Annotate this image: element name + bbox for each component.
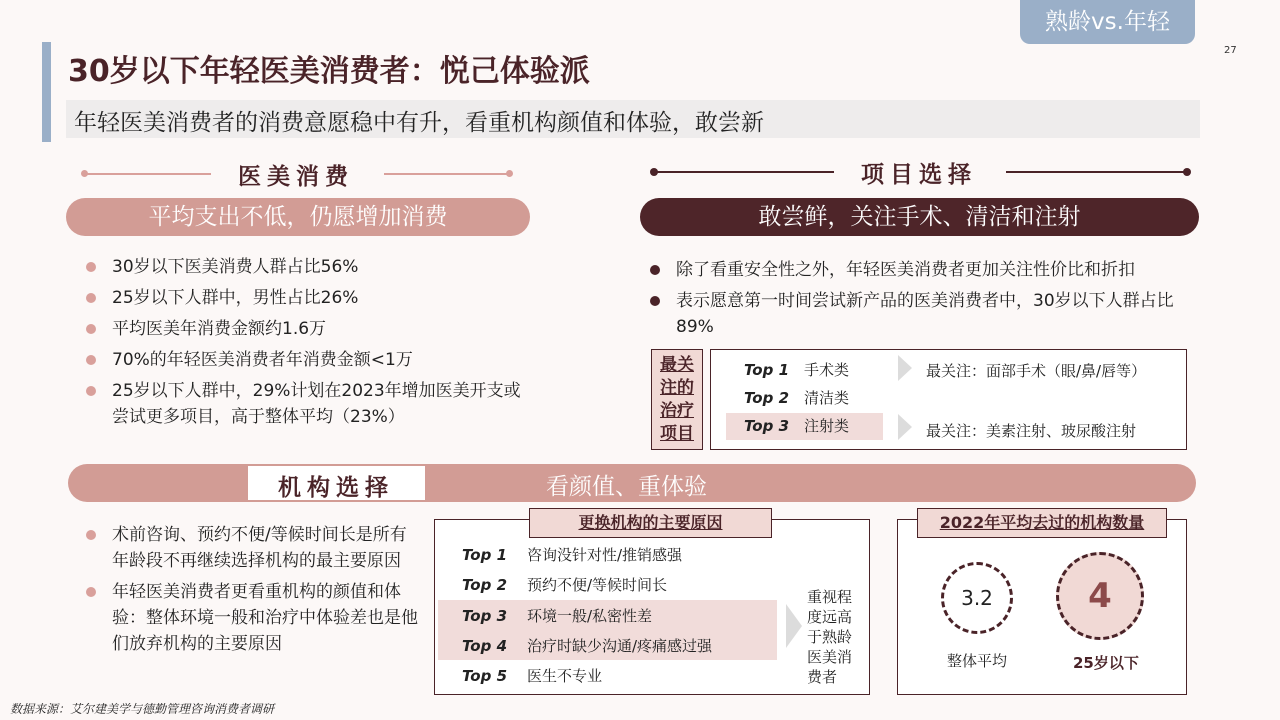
consumption-pill: 平均支出不低，仍愿增加消费	[66, 198, 530, 236]
heading-rule-right	[1006, 171, 1186, 173]
comparison-tag: 熟龄vs.年轻	[1020, 0, 1195, 44]
young-label: 25岁以下	[1073, 654, 1139, 672]
reasons-title: 更换机构的主要原因	[529, 508, 772, 538]
consumption-heading: 医美消费	[238, 164, 354, 190]
focus-label: 最关注的治疗项目	[651, 349, 703, 450]
heading-rule-left	[656, 171, 834, 173]
list-item: 平均医美年消费金额约1.6万	[86, 316, 526, 342]
rank-row: Top 1 手术类	[744, 361, 850, 379]
count-title: 2022年平均去过的机构数量	[917, 508, 1167, 538]
heading-rule-right	[384, 173, 510, 175]
heading-dot-right	[506, 170, 513, 177]
reason-row: Top 5 医生不专业	[462, 667, 603, 685]
list-item: 25岁以下人群中，男性占比26%	[86, 285, 526, 311]
list-item: 术前咨询、预约不便/等候时间长是所有年龄段不再继续选择机构的最主要原因	[86, 522, 418, 574]
list-item: 25岁以下人群中，29%计划在2023年增加医美开支或尝试更多项目，高于整体平均（23%）	[86, 378, 526, 430]
chevron-right-icon	[786, 604, 802, 648]
heading-rule-left	[86, 173, 211, 175]
heading-dot-right	[1183, 168, 1191, 176]
focus-note: 最关注：美素注射、玻尿酸注射	[926, 422, 1137, 440]
young-circle: 4	[1056, 552, 1144, 640]
list-item: 除了看重安全性之外，年轻医美消费者更加关注性价比和折扣	[650, 257, 1190, 283]
list-item: 表示愿意第一时间尝试新产品的医美消费者中，30岁以下人群占比89%	[650, 288, 1190, 340]
count-box	[897, 519, 1187, 695]
project-heading: 项目选择	[861, 162, 977, 188]
page-title: 30岁以下年轻医美消费者：悦己体验派	[68, 54, 590, 89]
page-subtitle: 年轻医美消费者的消费意愿稳中有升，看重机构颜值和体验，敢尝新	[74, 110, 764, 136]
list-item: 年轻医美消费者更看重机构的颜值和体验：整体环境一般和治疗中体验差也是他们放弃机构的主要原因	[86, 579, 418, 657]
institution-band-right	[425, 464, 1196, 502]
reason-row: Top 3 环境一般/私密性差	[462, 607, 653, 625]
rank-row: Top 3 注射类	[744, 417, 850, 435]
page-number: 27	[1224, 45, 1237, 56]
source-note: 数据来源：艾尔建美学与德勤管理咨询消费者调研	[10, 702, 275, 716]
list-item: 70%的年轻医美消费者年消费金额<1万	[86, 347, 526, 373]
overall-circle: 3.2	[941, 562, 1013, 634]
overall-label: 整体平均	[947, 652, 1008, 670]
reason-row: Top 2 预约不便/等候时间长	[462, 576, 668, 594]
chevron-right-icon	[898, 355, 912, 381]
project-bullets	[650, 257, 1190, 345]
reasons-note: 重视程度远高于熟龄医美消费者	[807, 588, 853, 686]
chevron-right-icon	[898, 414, 912, 440]
institution-heading: 机构选择	[278, 475, 394, 501]
institution-bullets	[86, 522, 418, 662]
reason-row: Top 1 咨询没针对性/推销感强	[462, 546, 683, 564]
list-item: 30岁以下医美消费人群占比56%	[86, 254, 526, 280]
reason-row: Top 4 治疗时缺少沟通/疼痛感过强	[462, 637, 713, 655]
institution-band-left	[68, 464, 248, 502]
institution-pill: 看颜值、重体验	[546, 474, 707, 500]
rank-row: Top 2 清洁类	[744, 389, 850, 407]
title-accent-bar	[42, 42, 51, 142]
focus-note: 最关注：面部手术（眼/鼻/唇等）	[926, 362, 1147, 380]
project-pill: 敢尝鲜，关注手术、清洁和注射	[640, 198, 1199, 236]
consumption-bullets	[86, 254, 526, 435]
